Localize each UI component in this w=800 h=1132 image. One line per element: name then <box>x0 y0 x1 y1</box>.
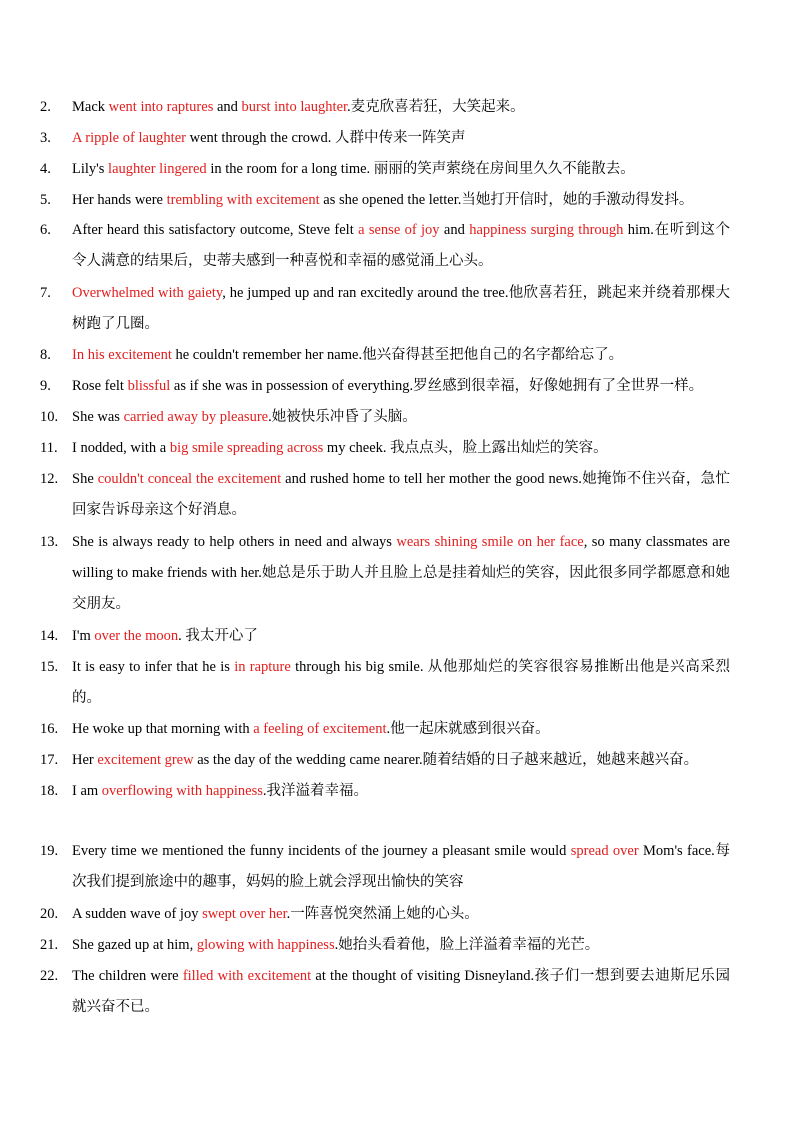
sentence-text: .她抬头看着他，脸上洋溢着幸福的光芒。 <box>334 937 600 953</box>
item-number: 17. <box>40 752 59 768</box>
sentence-text: A sudden wave of joy <box>72 906 203 922</box>
sentence-text: .我洋溢着幸福。 <box>262 783 369 799</box>
item-number: 18. <box>40 783 59 799</box>
highlighted-phrase: In his excitement <box>72 347 172 363</box>
highlighted-phrase: blissful <box>127 378 171 394</box>
sentence-text: as the day of the wedding came nearer.随着结婚的日子越来越近，她越来越兴奋。 <box>193 752 699 768</box>
item-number: 15. <box>40 659 59 675</box>
sentence-text: my cheek. 我点点头，脸上露出灿烂的笑容。 <box>323 440 608 456</box>
highlighted-phrase: couldn't conceal the excitement <box>97 471 282 487</box>
item-number: 7. <box>40 285 51 301</box>
item-sentence <box>72 340 730 371</box>
item-number: 11. <box>40 440 58 456</box>
sentence-text: Her <box>72 752 98 768</box>
sentence-text: went through the crowd. 人群中传来一阵笑声 <box>185 130 466 146</box>
item-sentence <box>72 278 730 340</box>
highlighted-phrase: swept over her <box>202 906 287 922</box>
sentence-text: as if she was in possession of everything.罗丝感到很幸福，好像她拥有了全世界一样。 <box>170 378 704 394</box>
sentence-text: in the room for a long time. 丽丽的笑声萦绕在房间里久久不能散去。 <box>206 161 635 177</box>
sentence-text: .一阵喜悦突然涌上她的心头。 <box>286 906 479 922</box>
item-sentence <box>72 527 730 620</box>
highlighted-phrase: glowing with happiness <box>196 937 335 953</box>
item-sentence <box>72 930 730 961</box>
item-number: 21. <box>40 937 59 953</box>
item-sentence <box>72 185 730 216</box>
sentence-text: She is always ready to help others in need and always <box>72 534 397 550</box>
highlighted-phrase: a feeling of excitement <box>253 721 387 737</box>
item-number: 20. <box>40 906 59 922</box>
item-sentence <box>72 621 730 652</box>
sentence-text: I'm <box>72 628 95 644</box>
highlighted-phrase: happiness surging through <box>469 222 624 238</box>
sentence-text: he couldn't remember her name.他兴奋得甚至把他自己的名字都给忘了。 <box>171 347 624 363</box>
item-sentence <box>72 961 730 1023</box>
item-sentence <box>72 92 730 123</box>
sentence-text: Mom's face.每次我们提到旅途中的趣事，妈妈的脸上就会浮现出愉快的笑容 <box>72 843 730 890</box>
highlighted-phrase: spread over <box>570 843 639 859</box>
highlighted-phrase: burst into laughter <box>241 99 348 115</box>
item-number: 14. <box>40 628 59 644</box>
item-number: 10. <box>40 409 59 425</box>
sentence-text: , so many classmates are willing to make friends with her.她总是乐于助人并且脸上总是挂着灿烂的笑容，因此很多同学都愿意和她交朋友。 <box>72 534 730 612</box>
item-sentence <box>72 899 730 930</box>
sentence-text: Mack <box>72 99 109 115</box>
item-sentence <box>72 215 730 277</box>
sentence-text: and <box>213 99 242 115</box>
highlighted-phrase: laughter lingered <box>108 161 207 177</box>
item-sentence <box>72 433 730 464</box>
item-number: 8. <box>40 347 51 363</box>
sentence-text: him.在听到这个令人满意的结果后，史蒂夫感到一种喜悦和幸福的感觉涌上心头。 <box>72 222 731 269</box>
item-sentence <box>72 371 730 402</box>
highlighted-phrase: filled with excitement <box>182 968 312 984</box>
item-number: 16. <box>40 721 59 737</box>
highlighted-phrase: overflowing with happiness <box>101 783 263 799</box>
sentence-text: She gazed up at him, <box>72 937 197 953</box>
highlighted-phrase: Overwhelmed with gaiety <box>72 285 223 301</box>
item-number: 19. <box>40 843 59 859</box>
sentence-text: He woke up that morning with <box>72 721 254 737</box>
sentence-text: at the thought of visiting Disneyland.孩子们一想到要去迪斯尼乐园就兴奋不已。 <box>72 968 730 1015</box>
sentence-text: .麦克欣喜若狂，大笑起来。 <box>347 99 525 115</box>
sentence-text: It is easy to infer that he is <box>72 659 235 675</box>
sentence-text: Her hands were <box>72 192 167 208</box>
sentence-text: and <box>439 222 470 238</box>
sentence-text: I am <box>72 783 102 799</box>
item-number: 13. <box>40 534 59 550</box>
item-number: 6. <box>40 222 51 238</box>
sentence-text: through his big smile. 从他那灿烂的笑容很容易推断出他是兴高采烈的。 <box>72 659 730 706</box>
item-sentence <box>72 464 730 526</box>
item-number: 22. <box>40 968 59 984</box>
sentence-text: She was <box>72 409 124 425</box>
sentence-text: The children were <box>72 968 183 984</box>
highlighted-phrase: a sense of joy <box>358 222 440 238</box>
highlighted-phrase: A ripple of laughter <box>72 130 186 146</box>
sentence-text: I nodded, with a <box>72 440 170 456</box>
item-sentence <box>72 652 730 714</box>
item-number: 9. <box>40 378 51 394</box>
item-number: 2. <box>40 99 51 115</box>
highlighted-phrase: wears shining smile on her face <box>396 534 584 550</box>
item-sentence <box>72 836 730 898</box>
item-number: 5. <box>40 192 51 208</box>
item-sentence <box>72 123 730 154</box>
highlighted-phrase: trembling with excitement <box>166 192 320 208</box>
sentence-text: She <box>72 471 98 487</box>
item-sentence <box>72 776 730 807</box>
item-sentence <box>72 402 730 433</box>
sentence-text: and rushed home to tell her mother the good news.她掩饰不住兴奋，急忙回家告诉母亲这个好消息。 <box>72 471 730 518</box>
sentence-text: . 我太开心了 <box>178 628 258 644</box>
item-sentence <box>72 154 730 185</box>
highlighted-phrase: big smile spreading across <box>169 440 324 456</box>
item-sentence <box>72 745 730 776</box>
sentence-text: .他一起床就感到很兴奋。 <box>386 721 550 737</box>
highlighted-phrase: carried away by pleasure <box>123 409 269 425</box>
sentence-text: Every time we mentioned the funny incidents of the journey a pleasant smile would <box>72 843 571 859</box>
highlighted-phrase: in rapture <box>234 659 291 675</box>
sentence-text: Rose felt <box>72 378 128 394</box>
highlighted-phrase: over the moon <box>94 628 179 644</box>
sentence-text: , he jumped up and ran excitedly around the tree.他欣喜若狂，跳起来并绕着那棵大树跑了几圈。 <box>72 285 731 332</box>
item-number: 12. <box>40 471 59 487</box>
highlighted-phrase: excitement grew <box>97 752 194 768</box>
sentence-text: Lily's <box>72 161 109 177</box>
highlighted-phrase: went into raptures <box>108 99 214 115</box>
item-number: 4. <box>40 161 51 177</box>
item-number: 3. <box>40 130 51 146</box>
sentence-text: .她被快乐冲昏了头脑。 <box>268 409 417 425</box>
sentence-text: After heard this satisfactory outcome, Steve felt <box>72 222 359 238</box>
sentence-text: as she opened the letter.当她打开信时，她的手激动得发抖。 <box>319 192 694 208</box>
item-sentence <box>72 714 730 745</box>
